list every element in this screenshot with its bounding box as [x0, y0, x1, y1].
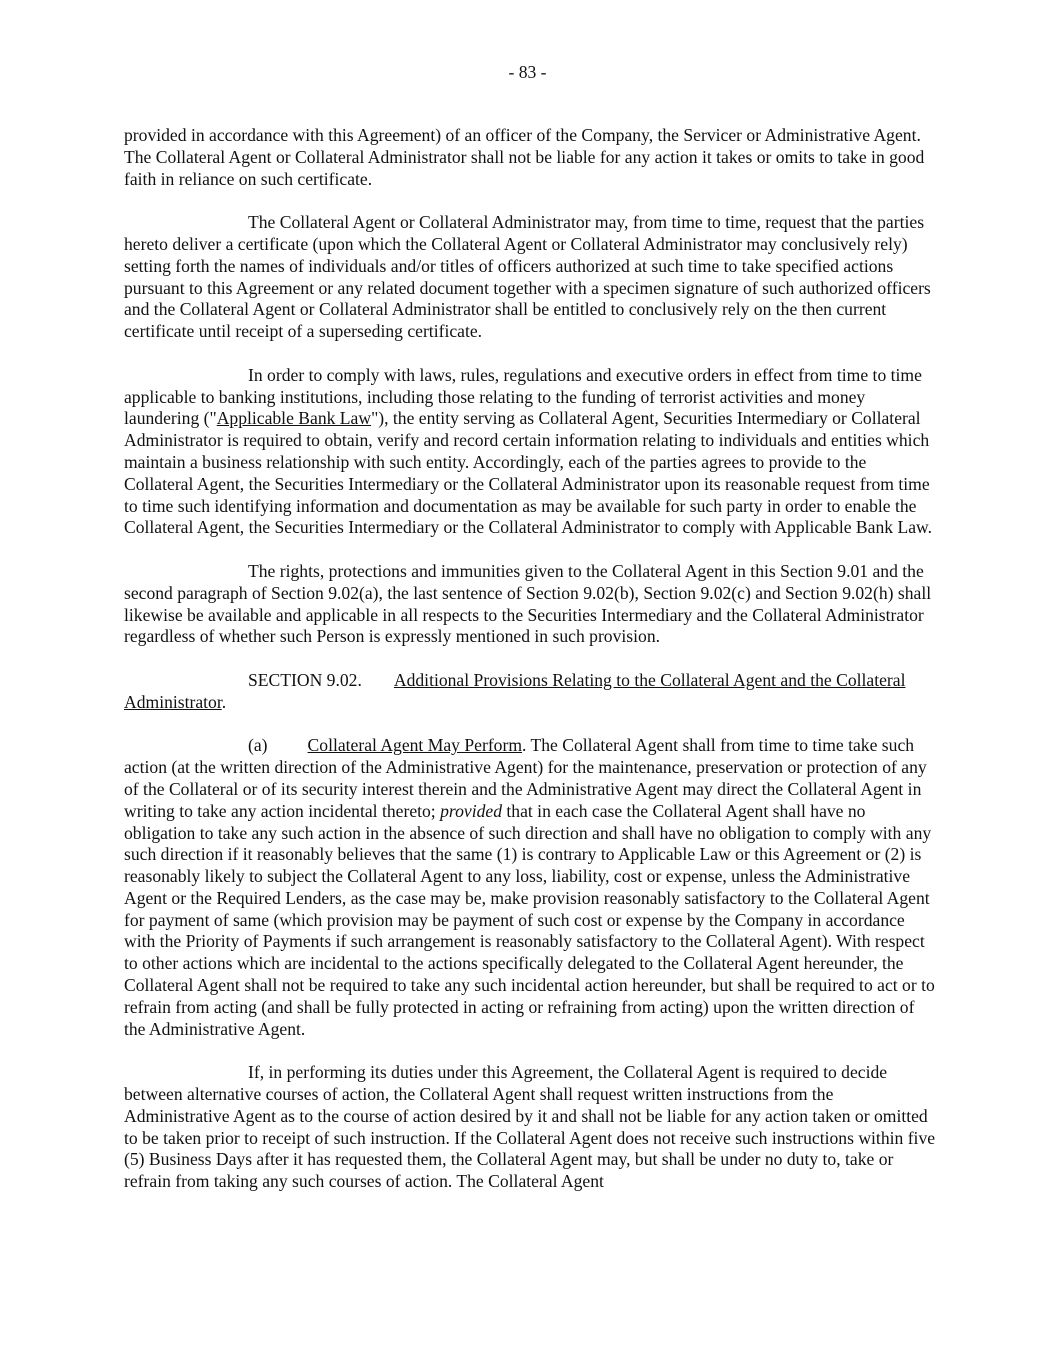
paragraph-text: In order to comply with laws, rules, regulations and executive orders in effect from time to time applicable to banking institutions, including those relating to the funding of terrorist activities and money laundering ("	[124, 364, 922, 429]
subsection-title: Collateral Agent May Perform	[307, 735, 523, 756]
paragraph-applicable-bank-law	[124, 365, 939, 539]
subsection-text: . The Collateral Agent shall from time to time take such action (at the written direction of the Administrative Agent) for the maintenance, preservation or protection of any of the Collateral or of its security interest therein and the Administrative Agent may direct the Collateral Agent in writing to take any action incidental thereto;	[124, 735, 927, 821]
paragraph-continuation: provided in accordance with this Agreement) of an officer of the Company, the Servicer or Administrative Agent. The Collateral Agent or Collateral Administrator shall not be liable for any action it takes or omits to take in good faith in reliance on such certificate.	[124, 125, 925, 189]
document-body	[124, 125, 939, 1215]
paragraph-rights-protections: The rights, protections and immunities given to the Collateral Agent in this Section 9.01 and the second paragraph of Section 9.02(a), the last sentence of Section 9.02(b), Section 9.02(c) and Section 9.02(h) shall likewise be available and applicable in all respects to the Securities Intermediary and the Collateral Administrator regardless of whether such Person is expressly mentioned in such provision.	[124, 560, 932, 647]
section-heading	[124, 670, 939, 714]
paragraph-certificate-request: The Collateral Agent or Collateral Administrator may, from time to time, request that the parties hereto deliver a certificate (upon which the Collateral Agent or Collateral Administrator may conclusively rely) setting forth the names of individuals and/or titles of officers authorized at such time to take specified actions pursuant to this Agreement or any related document together with a specimen signature of such authorized officers and the Collateral Agent or Collateral Administrator shall be entitled to conclusively rely on the then current certificate until receipt of a superseding certificate.	[124, 212, 931, 342]
section-number: SECTION 9.02.	[248, 669, 362, 690]
paragraph-text: "), the entity serving as Collateral Agent, Securities Intermediary or Collateral Administrator is required to obtain, verify and record certain information relating to individuals and entities which maintain a business relationship with such entity. Accordingly, each of the parties agrees to provide to the Collateral Agent, the Securities Intermediary or the Collateral Administrator upon its reasonable request from time to time such identifying information and documentation as may be available for such party in order to enable the Collateral Agent, the Securities Intermediary or the Collateral Administrator to comply with Applicable Bank Law.	[124, 408, 932, 538]
section-period: .	[221, 691, 227, 712]
paragraph-alternative-courses: If, in performing its duties under this Agreement, the Collateral Agent is required to decide between alternative courses of action, the Collateral Agent shall request written instructions from the Administrative Agent as to the course of action desired by it and shall not be liable for any action taken or omitted to be taken prior to receipt of such instruction. If the Collateral Agent does not receive such instructions within five (5) Business Days after it has requested them, the Collateral Agent may, but shall be under no duty to, take or refrain from taking any such courses of action. The Collateral Agent	[124, 1062, 936, 1192]
subsection-text: that in each case the Collateral Agent shall have no obligation to take any such action in the absence of such direction and shall have no obligation to comply with any such direction if it reasonably believes that the same (1) is contrary to Applicable Law or this Agreement or (2) is reasonably likely to subject the Collateral Agent to any loss, liability, cost or expense, unless the Administrative Agent or the Required Lenders, as the case may be, make provision reasonably satisfactory to the Collateral Agent for payment of same (which provision may be payment of such cost or expense by the Company in accordance with the Priority of Payments if such arrangement is reasonably satisfactory to the Collateral Agent). With respect to other actions which are incidental to the actions specifically delegated to the Collateral Agent hereunder, the Collateral Agent shall not be required to take any such incidental action hereunder, but shall be required to act or to refrain from acting (and shall be fully protected in acting or refraining from acting) upon the written direction of the Administrative Agent.	[124, 800, 935, 1039]
defined-term-applicable-bank-law: Applicable Bank Law	[216, 408, 372, 429]
page-number: - 83 -	[508, 62, 547, 82]
subsection-label: (a)	[248, 735, 268, 756]
subsection-a	[124, 735, 939, 1040]
subsection-italic-provided: provided	[440, 800, 502, 821]
section-title: Additional Provisions Relating to the Collateral Agent and the Collateral Administrator	[124, 669, 906, 712]
